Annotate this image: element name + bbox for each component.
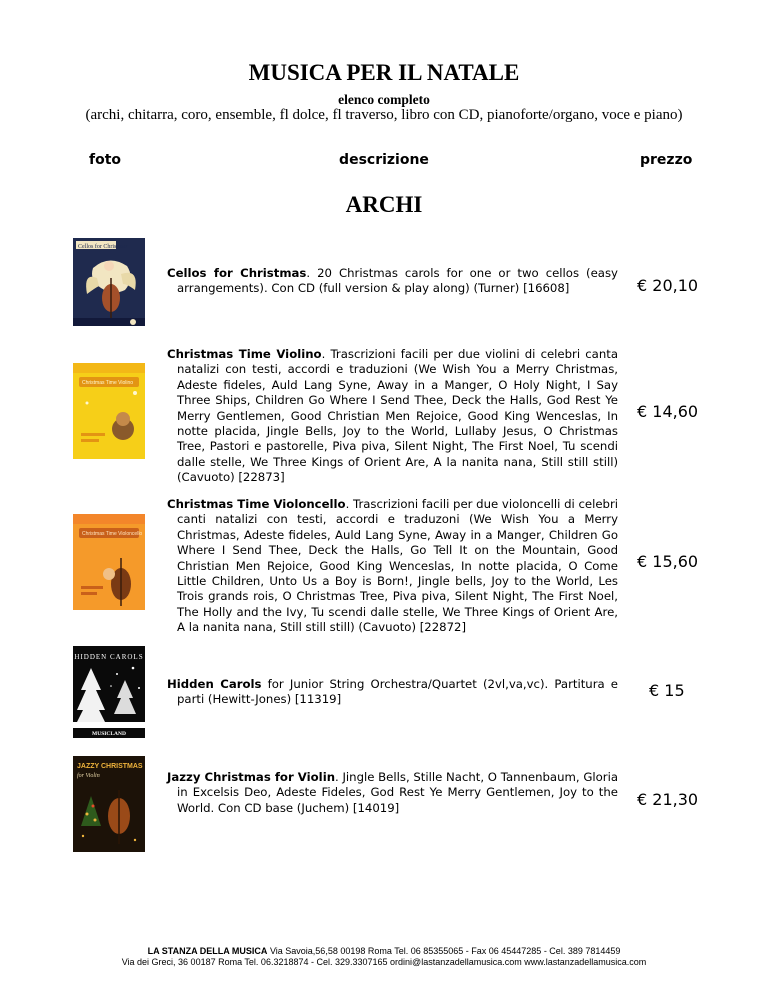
product-cover-image bbox=[73, 646, 145, 738]
column-header-foto: foto bbox=[89, 152, 122, 168]
footer-address-2: Via dei Greci, 36 00187 Roma Tel. 06.3218874 - Cel. 329.3307165 ordini@lastanzadellamusica.com www.lastanzadellamusica.com bbox=[121, 957, 647, 967]
product-title: Christmas Time Violino bbox=[167, 347, 322, 361]
footer-address-1: Via Savoia,56,58 00198 Roma Tel. 06 85355065 - Fax 06 45447285 - Cel. 389 7814459 bbox=[267, 946, 621, 956]
product-price: € 15 bbox=[649, 681, 685, 700]
cover-title: Christmas Time Violoncello bbox=[82, 531, 143, 537]
product-details: . 20 Christmas carols for one or two cellos (easy arrangements). Con CD (full version & play along) (Turner) [16608] bbox=[177, 266, 618, 296]
cover-subtitle: for Violin bbox=[77, 773, 100, 779]
product-description bbox=[167, 497, 618, 636]
cover-title: Cellos for Christmas bbox=[78, 244, 128, 250]
cover-publisher: MUSICLAND bbox=[92, 731, 126, 737]
footer-line-1 bbox=[0, 946, 768, 957]
product-details: for Junior String Orchestra/Quartet (2vl,va,vc). Partitura e parti (Hewitt-Jones) [11319] bbox=[177, 677, 618, 707]
cover-title: JAZZY CHRISTMAS bbox=[77, 763, 143, 770]
product-cover-image bbox=[73, 756, 145, 852]
product-description bbox=[167, 266, 618, 297]
product-price: € 20,10 bbox=[637, 276, 699, 295]
product-cover-image bbox=[73, 363, 145, 459]
product-details: . Jingle Bells, Stille Nacht, O Tannenbaum, Gloria in Excelsis Deo, Adeste Fideles, God Rest Ye Merry Gentlemen, Joy to the World. Con CD base (Juchem) [14019] bbox=[177, 770, 618, 815]
product-description bbox=[167, 770, 618, 816]
product-description bbox=[167, 347, 618, 486]
product-title: Hidden Carols bbox=[167, 677, 262, 691]
footer-shop-name: LA STANZA DELLA MUSICA bbox=[147, 946, 268, 956]
product-price: € 21,30 bbox=[637, 790, 699, 809]
cover-title: HIDDEN CAROLS bbox=[74, 653, 144, 661]
product-details: . Trascrizioni facili per due violini di celebri canta natalizi con testi, accordi e traduzioni (We Wish You a Merry Christmas, Adeste fideles, Auld Lang Syne, Away in a Manger, O Holy Night, I Say Three Ships, Children Go Where I Send Thee, Deck the Halls, God Rest Ye Merry Gentlemen, Good Christian Men Rejoice, Good King Wenceslas, In notte placida, Jingle Bells, Joy to the World, Lullaby Jesus, O Christmas Tree, Pastori e pastorelle, Piva piva, Silent Night, The First Noel, Tu scendi dalle stelle, We Three Kings of Orient Are, A la nanita nana, Still still still) (Cavuoto) [22873] bbox=[177, 347, 618, 485]
cover-title: Christmas Time Violino bbox=[82, 380, 134, 386]
product-cover-image bbox=[73, 514, 145, 610]
product-cover-image bbox=[73, 238, 145, 326]
page-subtitle: elenco completo bbox=[338, 92, 430, 107]
page-title: MUSICA PER IL NATALE bbox=[248, 60, 520, 85]
product-price: € 14,60 bbox=[637, 402, 699, 421]
section-title: ARCHI bbox=[345, 192, 423, 217]
product-title: Cellos for Christmas bbox=[167, 266, 307, 280]
column-header-prezzo: prezzo bbox=[640, 152, 693, 168]
product-description bbox=[167, 677, 618, 708]
category-list: (archi, chitarra, coro, ensemble, fl dolce, fl traverso, libro con CD, pianoforte/organo, voce e piano) bbox=[85, 107, 683, 123]
product-title: Christmas Time Violoncello bbox=[167, 497, 346, 511]
column-header-descrizione: descrizione bbox=[339, 152, 429, 168]
product-details: . Trascrizioni facili per due violoncelli di celebri canti natalizi con testi, accordi e traduzoni (We Wish You a Merry Christmas, Adeste fideles, Auld Lang Syne, Away in a Manger, Children Go Where I Send Thee, Deck the Halls, Go Tell It on the Mountain, Good Christian Men Rejoice, Good King Wenceslas, In notte placida, O Come Little Children, Unto Us a Boy is Born!, Jingle bells, Joy to the World, Les Trois grands rois, O Christmas Tree, Piva piva, Silent Night, The First Noel, The Holly and the Ivy, Tu scendi dalle stelle, We Three Kings of Orient Are, A la nanita nana, Still still still) (Cavuoto) [22872] bbox=[177, 497, 618, 635]
page-footer bbox=[0, 946, 768, 968]
product-price: € 15,60 bbox=[637, 552, 699, 571]
product-title: Jazzy Christmas for Violin bbox=[167, 770, 336, 784]
